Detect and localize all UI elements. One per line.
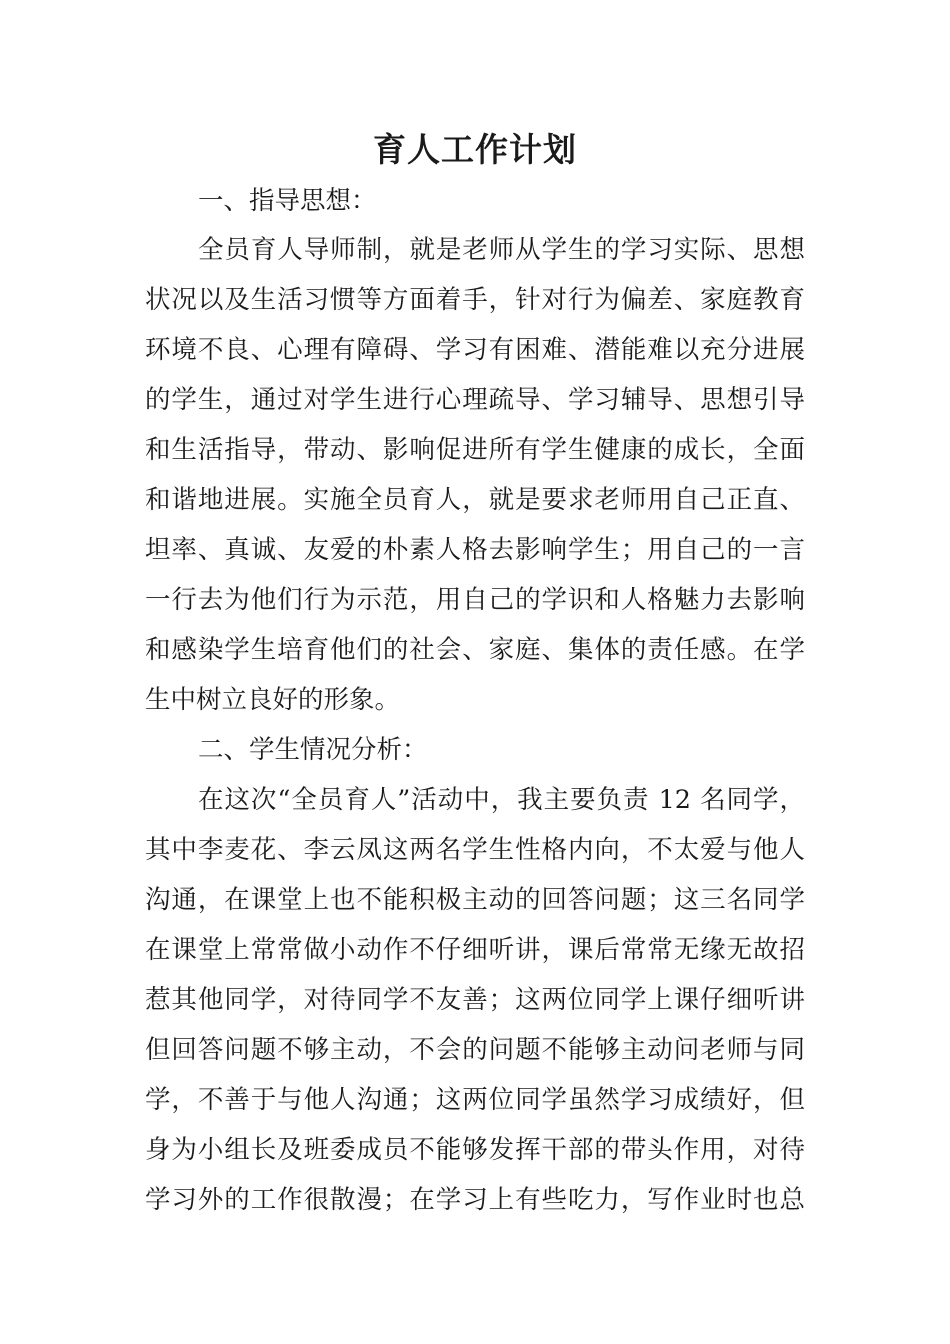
paragraph-line: 环境不良、心理有障碍、学习有困难、潜能难以充分进展	[145, 335, 805, 365]
paragraph-line: 但回答问题不够主动，不会的问题不能够主动问老师与同	[145, 1035, 805, 1065]
paragraph-line: 沟通，在课堂上也不能积极主动的回答问题；这三名同学	[145, 885, 805, 915]
paragraph-line: 身为小组长及班委成员不能够发挥干部的带头作用，对待	[145, 1135, 805, 1165]
paragraph-line: 坦率、真诚、友爱的朴素人格去影响学生；用自己的一言	[145, 535, 805, 565]
paragraph-line: 状况以及生活习惯等方面着手，针对行为偏差、家庭教育	[145, 285, 805, 315]
section-heading-student-analysis: 二、学生情况分析：	[198, 735, 428, 765]
paragraph-line: 和感染学生培育他们的社会、家庭、集体的责任感。在学	[145, 635, 805, 665]
document-title: 育人工作计划	[373, 130, 577, 169]
paragraph-line: 学，不善于与他人沟通；这两位同学虽然学习成绩好，但	[145, 1085, 805, 1115]
section-heading-guiding-ideology: 一、指导思想：	[198, 186, 377, 216]
paragraph-line: 和生活指导，带动、影响促进所有学生健康的成长，全面	[145, 435, 805, 465]
paragraph-line: 在这次“全员育人”活动中，我主要负责 12 名同学，	[198, 785, 805, 815]
paragraph-line: 一行去为他们行为示范，用自己的学识和人格魅力去影响	[145, 585, 805, 615]
paragraph-line: 全员育人导师制，就是老师从学生的学习实际、思想	[198, 235, 805, 265]
paragraph-line: 和谐地进展。实施全员育人，就是要求老师用自己正直、	[145, 485, 805, 515]
paragraph-line: 其中李麦花、李云凤这两名学生性格内向，不太爱与他人	[145, 835, 805, 865]
paragraph-line: 惹其他同学，对待同学不友善；这两位同学上课仔细听讲	[145, 985, 805, 1015]
paragraph-line: 生中树立良好的形象。	[145, 685, 401, 715]
paragraph-line: 学习外的工作很散漫；在学习上有些吃力，写作业时也总	[145, 1185, 805, 1215]
paragraph-line: 在课堂上常常做小动作不仔细听讲，课后常常无缘无故招	[145, 935, 805, 965]
paragraph-line: 的学生，通过对学生进行心理疏导、学习辅导、思想引导	[145, 385, 805, 415]
